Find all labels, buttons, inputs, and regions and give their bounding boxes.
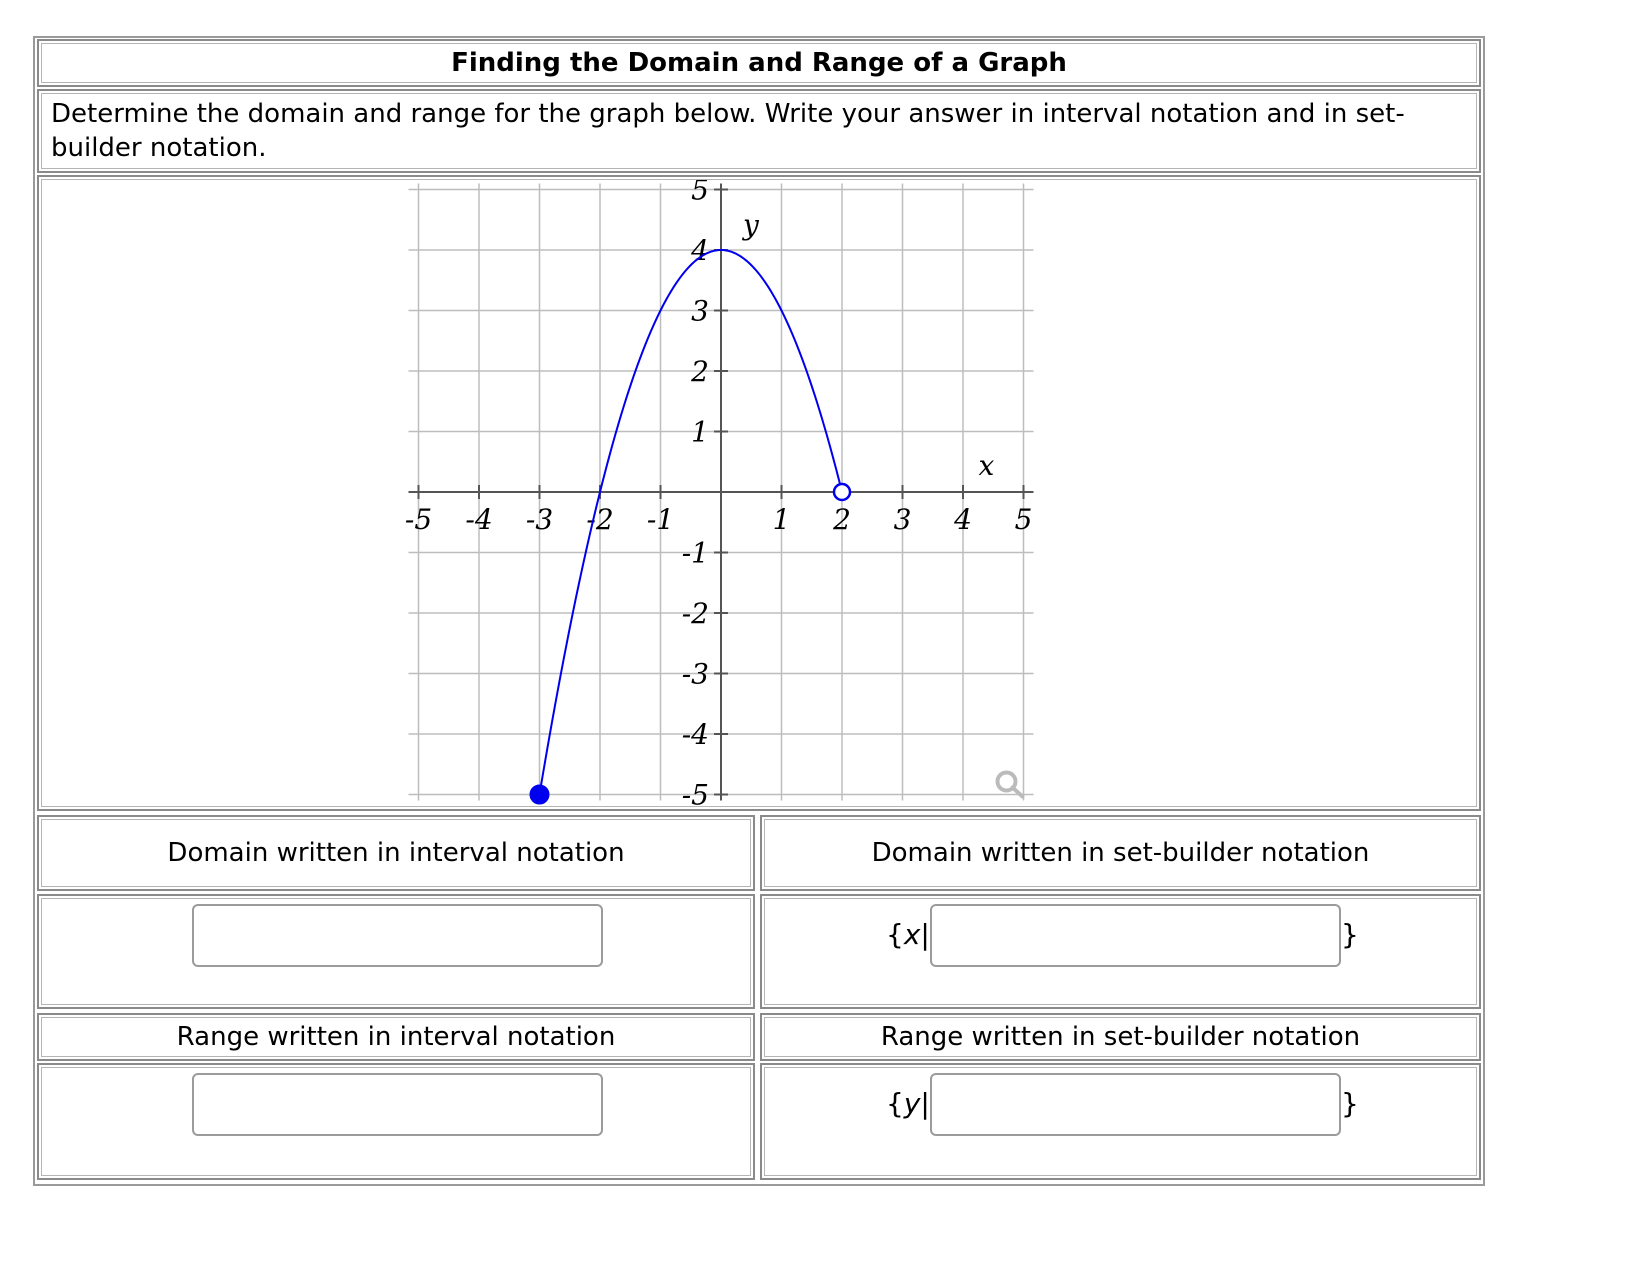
domain-setbuilder-prefix: {x| bbox=[886, 918, 930, 951]
y-tick-label: 1 bbox=[691, 415, 709, 449]
function-curve bbox=[540, 250, 843, 795]
range-interval-answer-cell bbox=[37, 1063, 755, 1180]
title-text: Finding the Domain and Range of a Graph bbox=[451, 48, 1067, 78]
instructions-text: Determine the domain and range for the graph below. Write your answer in interval notation and in set-builder notation. bbox=[51, 99, 1405, 163]
domain-setbuilder-label-text: Domain written in set-builder notation bbox=[871, 838, 1370, 868]
x-tick-label: -2 bbox=[586, 503, 614, 536]
domain-interval-answer-cell bbox=[37, 894, 755, 1009]
domain-interval-label bbox=[37, 815, 755, 891]
x-axis-label: x bbox=[978, 449, 995, 482]
x-tick-label: 5 bbox=[1014, 503, 1033, 536]
range-setbuilder-answer-cell bbox=[760, 1063, 1481, 1180]
y-tick-label: -3 bbox=[681, 657, 709, 691]
range-setbuilder-label bbox=[760, 1013, 1481, 1061]
x-tick-label: 2 bbox=[833, 503, 851, 536]
instructions bbox=[37, 89, 1481, 173]
domain-setbuilder-label bbox=[760, 815, 1481, 891]
x-tick-label: -5 bbox=[404, 503, 433, 536]
range-interval-label bbox=[37, 1013, 755, 1061]
y-tick-label: -2 bbox=[681, 597, 709, 630]
domain-interval-input[interactable] bbox=[192, 904, 603, 967]
y-tick-label: -5 bbox=[681, 778, 709, 809]
y-tick-label: -1 bbox=[681, 536, 709, 570]
x-tick-label: 3 bbox=[893, 503, 912, 536]
range-setbuilder-label-text: Range written in set-builder notation bbox=[880, 1022, 1361, 1052]
closed-endpoint bbox=[531, 786, 549, 804]
magnifier-icon[interactable] bbox=[998, 773, 1023, 797]
graph-cell bbox=[37, 175, 1481, 811]
range-interval-label-text: Range written in interval notation bbox=[176, 1022, 616, 1052]
domain-setbuilder-answer-cell bbox=[760, 894, 1481, 1009]
range-setbuilder-input[interactable] bbox=[930, 1073, 1341, 1136]
problem-title bbox=[37, 39, 1481, 87]
domain-interval-label-text: Domain written in interval notation bbox=[167, 838, 625, 868]
y-tick-label: 5 bbox=[691, 177, 709, 207]
y-tick-label: -4 bbox=[681, 718, 709, 751]
x-tick-label: -1 bbox=[646, 503, 675, 536]
y-axis-label: y bbox=[743, 208, 759, 242]
x-tick-label: 4 bbox=[954, 503, 972, 536]
open-endpoint bbox=[834, 484, 850, 500]
range-setbuilder-close: } bbox=[1341, 1087, 1359, 1120]
y-tick-label: 3 bbox=[691, 294, 709, 328]
graph bbox=[39, 177, 1479, 809]
x-tick-label: -3 bbox=[525, 503, 554, 536]
range-interval-input[interactable] bbox=[192, 1073, 603, 1136]
y-tick-label: 2 bbox=[691, 355, 709, 388]
domain-setbuilder-close: } bbox=[1341, 918, 1359, 951]
x-tick-label: 1 bbox=[772, 503, 791, 536]
domain-setbuilder-input[interactable] bbox=[930, 904, 1341, 967]
x-tick-label: -4 bbox=[465, 503, 493, 536]
range-setbuilder-prefix: {y| bbox=[886, 1087, 930, 1120]
y-tick-label: 4 bbox=[691, 234, 709, 267]
